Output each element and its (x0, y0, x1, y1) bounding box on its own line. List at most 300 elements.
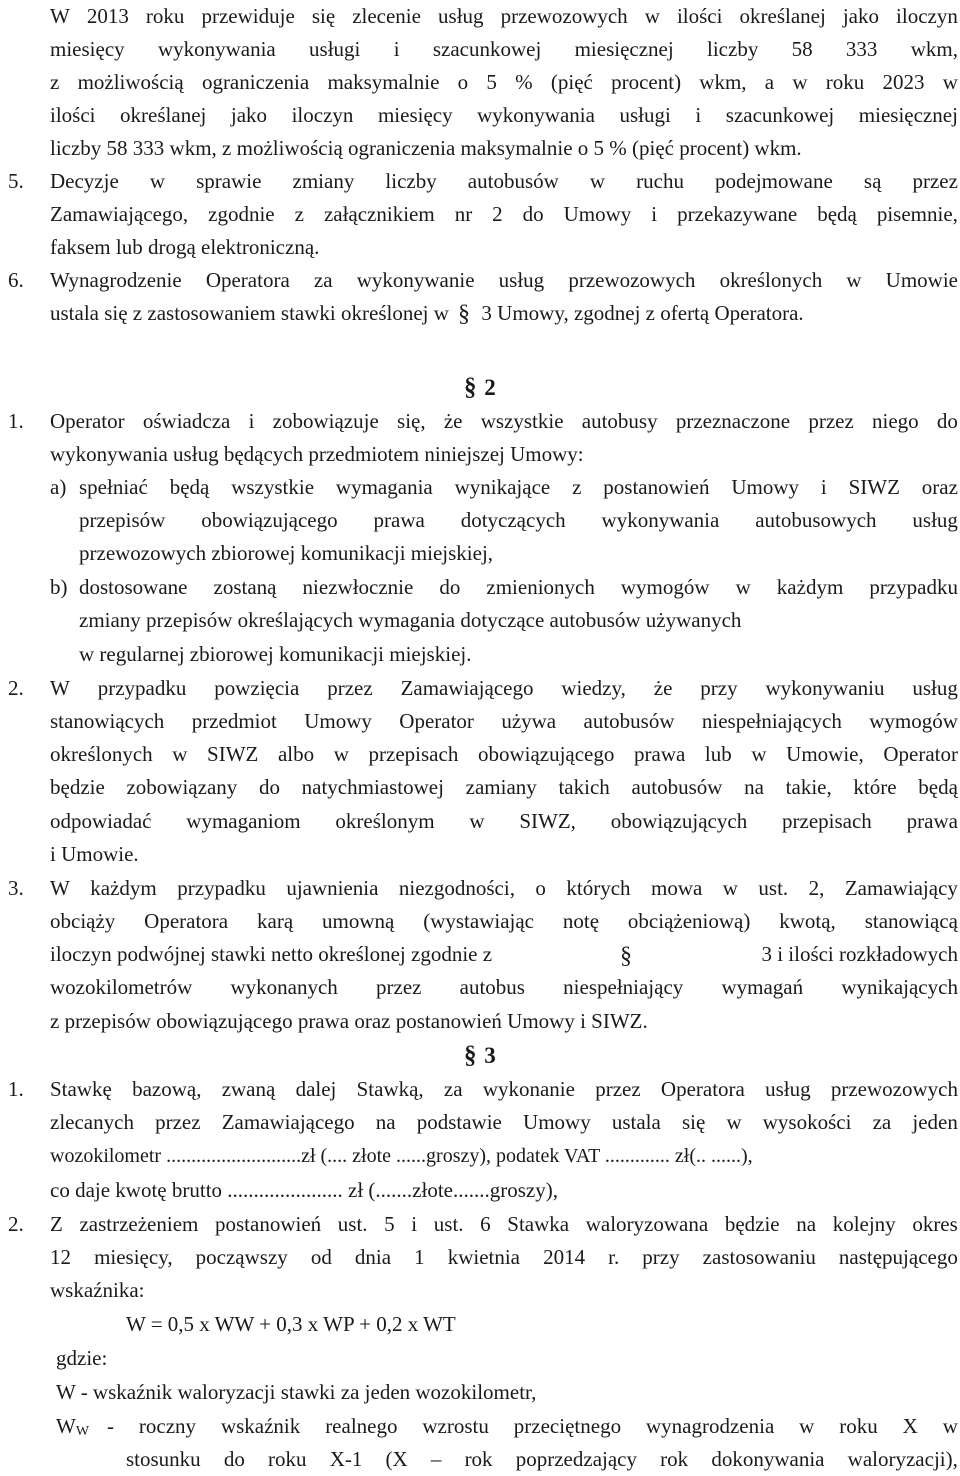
ww-symbol: W (56, 1414, 76, 1438)
word: maksymalnie (327, 70, 440, 94)
word: spełniać (79, 475, 148, 499)
word: (X (385, 1447, 408, 1471)
word: Zamawiającego (221, 1110, 355, 1134)
word: X (902, 1414, 918, 1438)
word: lub (704, 742, 732, 766)
word: wkm, (699, 70, 747, 94)
p6-line-2-b: 3 Umowy, zgodnej z ofertą Operatora. (481, 301, 804, 325)
s2-p3-line-2 (50, 905, 958, 938)
word: przez (327, 676, 373, 700)
word: 2013 (86, 4, 129, 28)
word: usługi (619, 103, 671, 127)
section-3-number: 3 (484, 1043, 496, 1068)
word: i (393, 37, 400, 61)
word: zlecenie (352, 4, 421, 28)
word: kolejny (832, 1212, 896, 1236)
word: wykonanie (482, 1077, 575, 1101)
word: karą (257, 909, 294, 933)
word: i (248, 409, 255, 433)
word: obciąży (50, 909, 116, 933)
word: obciążeniową) (627, 909, 751, 933)
word: w (333, 742, 349, 766)
word: bazową, (132, 1077, 202, 1101)
word: będzie (50, 775, 105, 799)
word: przy (700, 676, 738, 700)
item-a-line-2 (79, 504, 958, 537)
word: przy (642, 1245, 680, 1269)
word: wymogów (869, 709, 958, 733)
word: sprawie (196, 169, 262, 193)
word: z (294, 202, 304, 226)
word: w (751, 742, 767, 766)
section-2-heading (0, 371, 960, 404)
word: zwaną (221, 1077, 276, 1101)
word: albo (277, 742, 315, 766)
word: niezwłocznie (302, 575, 414, 599)
word: mowa (650, 876, 703, 900)
word: przez (912, 169, 958, 193)
word: nr (454, 202, 473, 226)
word: wymagania (335, 475, 433, 499)
word: wkm, (910, 37, 958, 61)
word: kwietnia (447, 1245, 520, 1269)
s2-p2-line-1 (50, 672, 958, 705)
word: i (695, 103, 702, 127)
word: że (443, 409, 463, 433)
word: przewozowych (568, 268, 696, 292)
word: waloryzowana (585, 1212, 709, 1236)
word: Decyzje (50, 169, 119, 193)
s3-p2-line-1 (50, 1208, 958, 1241)
word: Operator (883, 742, 958, 766)
definition-w: W - wskaźnik waloryzacji stawki za jeden wozokilometr, (56, 1380, 537, 1404)
word: roku (825, 70, 865, 94)
word: z (50, 70, 60, 94)
word: z (572, 475, 582, 499)
word: niezgodności, (398, 876, 515, 900)
s3-p2-number: 2. (8, 1212, 24, 1236)
word: przypadku (177, 876, 266, 900)
word: do (522, 202, 544, 226)
word: Umowy (304, 709, 372, 733)
word: wymaganiom (186, 809, 301, 833)
item-b-label: b) (50, 575, 68, 599)
item-b-line-2: zmiany przepisów określających wymagania dotyczące autobusów używanych (79, 608, 742, 632)
word: 2, (808, 876, 825, 900)
word: autobusy (581, 409, 658, 433)
word: przekazywane (677, 202, 798, 226)
s2-p1-line-1 (50, 405, 958, 438)
word: będą (169, 475, 210, 499)
word: usług (765, 1077, 811, 1101)
svg-text:§: § (458, 301, 471, 326)
word: dnia (354, 1245, 392, 1269)
word: pisemnie, (876, 202, 958, 226)
word: zlecanych (50, 1110, 134, 1134)
word: szacunkowej (725, 103, 835, 127)
word: Zamawiającego (400, 676, 534, 700)
word: notę (562, 909, 600, 933)
s2-p3-line-1 (50, 872, 958, 905)
word: w (799, 1414, 815, 1438)
word: przepisach (368, 742, 459, 766)
intro-line-2 (50, 33, 958, 66)
word: za (872, 1110, 892, 1134)
p6-line-2-a: ustala się z zastosowaniem stawki określonej w (50, 301, 449, 325)
word: W (50, 4, 70, 28)
word: że (653, 676, 673, 700)
word: podstawie (416, 1110, 502, 1134)
p5-line-1 (50, 165, 958, 198)
s3-p1-line-3: wozokilometr ...........................zł (.... złote ......groszy), podatek VAT ............. zł(.. ......), (50, 1145, 753, 1167)
word: określonych (50, 742, 153, 766)
word: w (589, 169, 606, 193)
word: usług (912, 676, 958, 700)
word: stosunku (126, 1447, 201, 1471)
word: zastrzeżeniem (79, 1212, 199, 1236)
word: wynikające (454, 475, 551, 499)
word: wynikających (841, 975, 958, 999)
word: wszystkie (480, 409, 564, 433)
s3-p1-line-2 (50, 1106, 958, 1139)
word: postanowień (215, 1212, 322, 1236)
word: (pięć (550, 70, 593, 94)
word: procent) (611, 70, 682, 94)
word: 333 (845, 37, 878, 61)
word: liczby (707, 37, 759, 61)
word: w (792, 70, 808, 94)
word: na (375, 1110, 396, 1134)
word: Stawka (507, 1212, 570, 1236)
word: usług (438, 4, 484, 28)
p6-line-2 (50, 297, 804, 330)
word: prawa (373, 508, 425, 532)
word: Z (50, 1212, 63, 1236)
word: a (764, 70, 775, 94)
s2-p3-line-3 (50, 938, 958, 971)
word: będą (918, 775, 958, 799)
word: umowną (322, 909, 395, 933)
word: wykonywanie (356, 268, 475, 292)
word: szacunkowej (432, 37, 542, 61)
word: obowiązującego (477, 742, 615, 766)
word: dotyczących (460, 508, 566, 532)
word: oraz (921, 475, 958, 499)
s3-p1-number: 1. (8, 1077, 24, 1101)
section-3-heading (0, 1039, 960, 1072)
word: wymogów (620, 575, 710, 599)
word: są (863, 169, 882, 193)
word: na (796, 1212, 817, 1236)
s2-p2-line-6: i Umowie. (50, 842, 139, 866)
word: rok (660, 1447, 689, 1471)
word: wymagań (721, 975, 804, 999)
word: w (942, 70, 958, 94)
word: roku (145, 4, 185, 28)
word: usług (498, 268, 545, 292)
word: miesięcy (50, 37, 125, 61)
item-b-line-3: w regularnej zbiorowej komunikacji miejskiej. (79, 642, 472, 666)
word: w (735, 575, 751, 599)
word: prawa (634, 742, 686, 766)
s2-p3-number: 3. (8, 876, 24, 900)
word: ograniczenia (201, 70, 310, 94)
word: Umowy (731, 475, 799, 499)
word: o (535, 876, 546, 900)
word: Umowy (523, 1110, 591, 1134)
section-2-number: 2 (484, 375, 496, 400)
p5-number: 5. (8, 169, 24, 193)
intro-line-1 (50, 0, 958, 33)
word: X-1 (329, 1447, 363, 1471)
word: roku (268, 1447, 307, 1471)
word: w (726, 1110, 742, 1134)
item-b-line-1 (79, 571, 958, 604)
word: 5 (384, 1212, 395, 1236)
word: – (430, 1447, 442, 1471)
word: do (258, 775, 280, 799)
word: zobowiązuje (272, 409, 379, 433)
item-a-line-3: przewozowych zbiorowej komunikacji miejskiej, (79, 541, 494, 565)
intro-line-5: liczby 58 333 wkm, z możliwością ograniczenia maksymalnie o 5 % (pięć procent) wkm. (50, 136, 802, 160)
definition-ww-symbol (56, 1410, 89, 1443)
word: W (50, 676, 70, 700)
word: wynagrodzenia (645, 1414, 775, 1438)
word: się (681, 1110, 706, 1134)
word: Operatora (144, 909, 229, 933)
word: okres (912, 1212, 958, 1236)
word: przez (808, 409, 854, 433)
word: takich (558, 775, 610, 799)
word: poprzedzający (515, 1447, 637, 1471)
word: usługi (309, 37, 361, 61)
word: autobusów (631, 775, 723, 799)
word: obowiązującego (201, 508, 338, 532)
word: się, (397, 409, 426, 433)
section-sign-icon (458, 300, 472, 326)
word: wozokilometrów (50, 975, 193, 999)
word: miesięcznej (574, 37, 674, 61)
word: za (313, 268, 333, 292)
word: przypadku (97, 676, 187, 700)
item-a-label: a) (50, 475, 67, 499)
word: waloryzacji), (847, 1447, 958, 1471)
definition-ww-line-2 (126, 1443, 958, 1476)
s2-p1-line-2: wykonywania usług będących przedmiotem niniejszej Umowy: (50, 442, 584, 466)
intro-line-4 (50, 99, 958, 132)
word: r. (608, 1245, 620, 1269)
word: określanej (739, 4, 826, 28)
word: w (149, 169, 166, 193)
word: wykonywania (157, 37, 276, 61)
word: zostaną (213, 575, 277, 599)
p5-line-3: faksem lub drogą elektroniczną. (50, 235, 320, 259)
word: 1 (414, 1245, 425, 1269)
section-sign-icon (464, 1041, 478, 1069)
word: dokonywania (711, 1447, 825, 1471)
word: liczby (385, 169, 437, 193)
word: używa (501, 709, 557, 733)
word: przeciętnego (513, 1414, 622, 1438)
s2-p3-line-3-b: 3 i ilości rozkładowych (761, 942, 958, 966)
word: dostosowane (79, 575, 188, 599)
word: przypadku (869, 575, 958, 599)
word: Operatora (660, 1077, 745, 1101)
word: będą (817, 202, 857, 226)
s2-p2-line-4 (50, 771, 958, 804)
word: przepisów (79, 508, 166, 532)
word: jako (842, 4, 879, 28)
s3-p1-line-1 (50, 1073, 958, 1106)
word: określonych (719, 268, 823, 292)
word: roczny (138, 1414, 197, 1438)
word: (wystawiając (423, 909, 535, 933)
word: kwotą, (779, 909, 836, 933)
where-label: gdzie: (56, 1346, 108, 1370)
word: miesięcznej (858, 103, 958, 127)
word: niespełniających (701, 709, 842, 733)
word: w (469, 809, 485, 833)
word: od (310, 1245, 332, 1269)
word: Zamawiający (844, 876, 958, 900)
word: które (853, 775, 897, 799)
valorization-formula: W = 0,5 x WW + 0,3 x WP + 0,2 x WT (126, 1312, 456, 1336)
word: przewozowych (830, 1077, 958, 1101)
word: zmienionych (486, 575, 595, 599)
word: realnego (325, 1414, 398, 1438)
word: za (443, 1077, 463, 1101)
word: stanowiących (50, 709, 165, 733)
word: iloczyn (291, 103, 354, 127)
s2-p3-line-4 (50, 971, 958, 1004)
word: ustala (611, 1110, 661, 1134)
word: 5 (486, 70, 497, 94)
word: w (846, 268, 862, 292)
svg-text:§: § (619, 943, 632, 968)
word: niego (872, 409, 919, 433)
word: wykonywaniu (765, 676, 885, 700)
word: iloczyn (896, 4, 958, 28)
word: każdym (776, 575, 844, 599)
word: wszystkie (231, 475, 315, 499)
word: odpowiadać (50, 809, 152, 833)
word: podejmowane (715, 169, 833, 193)
s3-p2-line-2 (50, 1241, 958, 1274)
word: wykonanych (230, 975, 338, 999)
word: wzrostu (422, 1414, 489, 1438)
word: rok (464, 1447, 493, 1471)
s2-p1-number: 1. (8, 409, 24, 433)
word: do (223, 1447, 245, 1471)
word: jako (230, 103, 268, 127)
word: przewozowych (500, 4, 628, 28)
word: zamiany (465, 775, 537, 799)
s2-p2-line-2 (50, 705, 958, 738)
word: Zamawiającego, (50, 202, 189, 226)
s2-p3-line-3-a: iloczyn podwójnej stawki netto określonej zgodnie z (50, 942, 493, 966)
word: wykonywania (601, 508, 720, 532)
definition-ww-line-1 (107, 1410, 958, 1443)
word: roku (839, 1414, 878, 1438)
word: 2014 (543, 1245, 586, 1269)
word: wykonywania (477, 103, 595, 127)
word: na (744, 775, 764, 799)
word: SIWZ (207, 742, 259, 766)
word: SIWZ (848, 475, 900, 499)
word: których (566, 876, 631, 900)
word: ruchu (636, 169, 684, 193)
word: Operator (50, 409, 125, 433)
word: możliwością (77, 70, 184, 94)
p6-number: 6. (8, 268, 24, 292)
s2-p2-line-3 (50, 738, 958, 771)
word: ilości (50, 103, 96, 127)
word: ujawnienia (286, 876, 379, 900)
section-sign-icon (464, 373, 478, 401)
word: dalej (295, 1077, 337, 1101)
word: Stawkę (50, 1077, 112, 1101)
word: załącznikiem (323, 202, 435, 226)
word: wiedzy, (561, 676, 626, 700)
word: wskaźnik (220, 1414, 301, 1438)
word: usług (912, 508, 958, 532)
item-a-line-1 (79, 471, 958, 504)
word: 12 (50, 1245, 71, 1269)
word: % (515, 70, 533, 94)
word: Umowie (885, 268, 958, 292)
word: ust. (337, 1212, 368, 1236)
word: Wynagrodzenie (50, 268, 182, 292)
s2-p2-number: 2. (8, 676, 24, 700)
word: miesięcy (377, 103, 453, 127)
word: przepisach (782, 809, 872, 833)
word: począwszy (195, 1245, 288, 1269)
word: takie, (785, 775, 832, 799)
word: autobusowych (755, 508, 877, 532)
word: przewiduje (201, 4, 295, 28)
word: ilości (676, 4, 723, 28)
word: w (722, 876, 738, 900)
word: przez (595, 1077, 641, 1101)
word: ust. (758, 876, 789, 900)
word: W (50, 876, 70, 900)
word: jeden (912, 1110, 958, 1134)
word: Operatora (205, 268, 290, 292)
s3-p1-line-4: co daje kwotę brutto ...................... zł (.......złote.......groszy), (50, 1178, 558, 1202)
word: i (651, 202, 658, 226)
word: autobusów (467, 169, 559, 193)
section-sign-icon (620, 942, 634, 968)
word: 6 (480, 1212, 491, 1236)
word: przez (155, 1110, 201, 1134)
word: każdym (90, 876, 157, 900)
word: zmiany (292, 169, 355, 193)
word: autobus (459, 975, 525, 999)
word: Stawką, (356, 1077, 424, 1101)
word: wysokości (762, 1110, 852, 1134)
word: niespełniający (563, 975, 684, 999)
word: Umowie, (786, 742, 864, 766)
word: w (644, 4, 660, 28)
word: powzięcia (214, 676, 300, 700)
word: miesięcy, (94, 1245, 173, 1269)
word: zobowiązany (126, 775, 238, 799)
word: określonym (335, 809, 435, 833)
word: będzie (724, 1212, 780, 1236)
svg-text:§: § (464, 374, 477, 401)
word: autobusów (583, 709, 675, 733)
s2-p3-line-5: z przepisów obowiązującego prawa oraz postanowień Umowy i SIWZ. (50, 1009, 648, 1033)
